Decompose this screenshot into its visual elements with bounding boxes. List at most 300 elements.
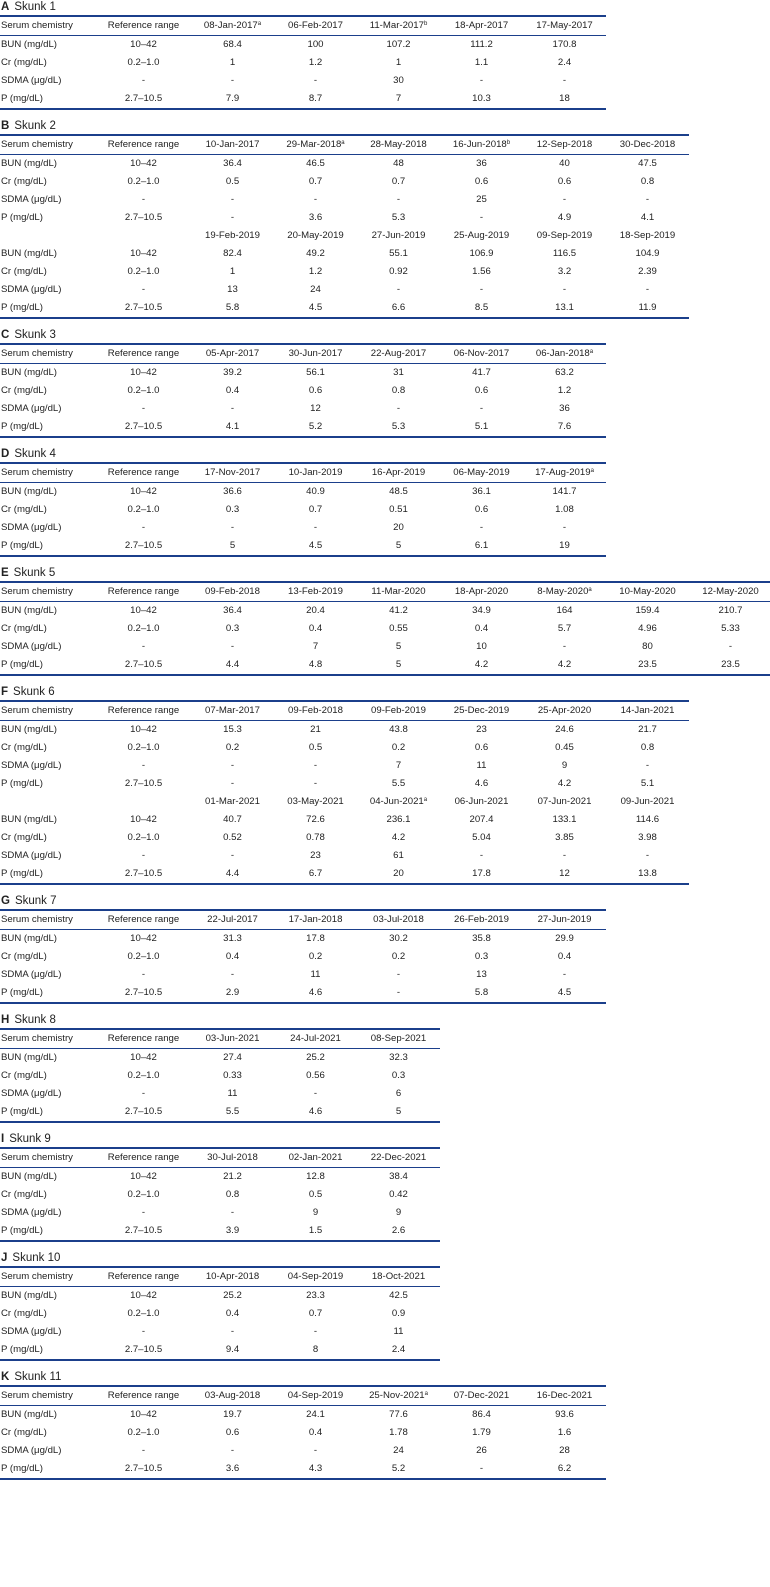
column-header-serum-chemistry: Serum chemistry xyxy=(0,1148,96,1168)
table-row xyxy=(0,54,606,72)
row-label: P (mg/dL) xyxy=(1,1344,43,1355)
table-cell: 1.2 xyxy=(308,57,323,68)
table-cell: 1 xyxy=(395,57,402,68)
reference-range-value: 0.2–1.0 xyxy=(127,504,160,515)
table-cell: 36 xyxy=(476,158,487,169)
table-cell: 1.2 xyxy=(308,266,323,277)
reference-range-value: 10–42 xyxy=(130,158,157,169)
reference-range-value: 0.2–1.0 xyxy=(127,1189,160,1200)
section-c xyxy=(0,328,770,438)
row-label: P (mg/dL) xyxy=(1,302,43,313)
table-cell: 25.2 xyxy=(306,1052,325,1063)
column-header-date: 03-May-2021 xyxy=(287,796,344,807)
table-cell: - xyxy=(479,522,484,533)
table-cell: - xyxy=(230,194,235,205)
table-cell: - xyxy=(230,75,235,86)
table-cell: - xyxy=(396,969,401,980)
table-cell: 31 xyxy=(393,367,404,378)
table-row xyxy=(0,966,606,984)
column-header-date: 27-Jun-2019 xyxy=(371,230,426,241)
table-cell: 5.5 xyxy=(225,1106,240,1117)
row-label: BUN (mg/dL) xyxy=(1,248,57,259)
serum-chemistry-table xyxy=(0,343,606,438)
row-label: Cr (mg/dL) xyxy=(1,623,47,634)
section-name: Skunk 3 xyxy=(14,329,56,341)
table-cell: 11.9 xyxy=(638,302,657,313)
column-header-date: 25-Aug-2019 xyxy=(453,230,510,241)
table-cell: 34.9 xyxy=(472,605,491,616)
row-label: Cr (mg/dL) xyxy=(1,832,47,843)
table-cell: 159.4 xyxy=(635,605,660,616)
table-cell: - xyxy=(313,522,318,533)
table-cell: 1.56 xyxy=(472,266,491,277)
table-cell: - xyxy=(645,760,650,771)
table-row xyxy=(0,829,689,847)
table-cell: - xyxy=(230,212,235,223)
section-title xyxy=(0,1370,770,1385)
table-cell: - xyxy=(230,969,235,980)
table-cell: 5.2 xyxy=(308,421,323,432)
table-row xyxy=(0,865,689,884)
column-header-date: 05-Apr-2017 xyxy=(191,344,274,364)
row-label: Cr (mg/dL) xyxy=(1,57,47,68)
row-label: Cr (mg/dL) xyxy=(1,1308,47,1319)
reference-range-value: - xyxy=(141,1326,146,1337)
column-header-date: 02-Jan-2021 xyxy=(274,1148,357,1168)
reference-range-value: 2.7–10.5 xyxy=(124,1106,163,1117)
reference-range-value: 10–42 xyxy=(130,1409,157,1420)
table-cell: 0.3 xyxy=(474,951,489,962)
table-cell: 9 xyxy=(561,760,568,771)
table-row xyxy=(0,382,606,400)
section-f xyxy=(0,685,770,885)
section-name: Skunk 4 xyxy=(14,448,56,460)
table-cell: 0.92 xyxy=(389,266,408,277)
row-label: Cr (mg/dL) xyxy=(1,1427,47,1438)
table-cell: 0.7 xyxy=(308,504,323,515)
table-cell: 55.1 xyxy=(389,248,408,259)
table-cell: 5.04 xyxy=(472,832,491,843)
row-label: BUN (mg/dL) xyxy=(1,39,57,50)
row-label: SDMA (μg/dL) xyxy=(1,403,62,414)
table-cell: 25 xyxy=(476,194,487,205)
table-cell: 0.3 xyxy=(225,623,240,634)
table-cell: 111.2 xyxy=(470,39,493,50)
table-cell: 20 xyxy=(393,868,404,879)
table-cell: - xyxy=(230,522,235,533)
table-row xyxy=(0,173,689,191)
table-row xyxy=(0,1186,440,1204)
table-cell: 104.9 xyxy=(635,248,660,259)
table-cell: 4.9 xyxy=(557,212,572,223)
section-title xyxy=(0,1251,770,1266)
reference-range-value: 2.7–10.5 xyxy=(124,1344,163,1355)
table-cell: 1 xyxy=(229,57,236,68)
table-cell: 6.7 xyxy=(308,868,323,879)
table-cell: 0.52 xyxy=(223,832,242,843)
row-label: SDMA (μg/dL) xyxy=(1,194,62,205)
table-cell: 7.9 xyxy=(225,93,240,104)
reference-range-value: 0.2–1.0 xyxy=(127,176,160,187)
row-label: SDMA (μg/dL) xyxy=(1,1207,62,1218)
column-header-date: 11-Mar-2017$^b$ xyxy=(357,16,440,36)
table-row xyxy=(0,90,606,109)
table-cell: - xyxy=(230,641,235,652)
table-cell: - xyxy=(230,1207,235,1218)
table-cell: 41.2 xyxy=(389,605,408,616)
column-header-serum-chemistry: Serum chemistry xyxy=(0,344,96,364)
column-header-date: 09-Jun-2021 xyxy=(620,796,675,807)
header-row xyxy=(0,344,606,364)
table-cell: 4.8 xyxy=(308,659,323,670)
column-header-date: 03-Jul-2018 xyxy=(357,910,440,930)
table-cell: 3.98 xyxy=(638,832,657,843)
serum-chemistry-table xyxy=(0,700,689,885)
table-cell: - xyxy=(479,850,484,861)
reference-range-value: 0.2–1.0 xyxy=(127,266,160,277)
reference-range-value: 10–42 xyxy=(130,814,157,825)
serum-chemistry-table xyxy=(0,1266,440,1361)
row-label: P (mg/dL) xyxy=(1,1106,43,1117)
column-header-reference-range: Reference range xyxy=(96,463,191,483)
table-cell: - xyxy=(562,641,567,652)
section-name: Skunk 5 xyxy=(13,567,56,579)
table-row xyxy=(0,1424,606,1442)
table-row xyxy=(0,1287,440,1306)
table-cell: - xyxy=(313,1088,318,1099)
table-cell: 68.4 xyxy=(223,39,242,50)
header-row xyxy=(0,463,606,483)
column-header-date: 17-May-2017 xyxy=(523,16,606,36)
table-cell: 0.9 xyxy=(391,1308,406,1319)
section-letter: E xyxy=(1,567,9,579)
table-row xyxy=(0,638,770,656)
column-header-date: 11-Mar-2020 xyxy=(357,582,440,602)
section-title xyxy=(0,447,770,462)
section-letter: A xyxy=(1,1,10,13)
table-cell: 5.1 xyxy=(640,778,655,789)
table-cell: - xyxy=(645,850,650,861)
table-cell: 2.39 xyxy=(638,266,657,277)
row-label: SDMA (μg/dL) xyxy=(1,522,62,533)
table-cell: 3.2 xyxy=(557,266,572,277)
table-row xyxy=(0,620,770,638)
table-cell: 0.8 xyxy=(391,385,406,396)
table-cell: 23 xyxy=(310,850,321,861)
section-title xyxy=(0,1013,770,1028)
table-cell: 5.3 xyxy=(391,212,406,223)
column-header-date: 25-Nov-2021$^a$ xyxy=(357,1386,440,1406)
reference-range-value: 2.7–10.5 xyxy=(124,540,163,551)
table-cell: 0.6 xyxy=(557,176,572,187)
table-cell: 1.2 xyxy=(557,385,572,396)
reference-range-value: - xyxy=(141,1088,146,1099)
row-label: BUN (mg/dL) xyxy=(1,605,57,616)
table-cell: 10.3 xyxy=(472,93,491,104)
column-header-date: 17-Aug-2019$^a$ xyxy=(523,463,606,483)
table-cell: 27.4 xyxy=(223,1052,242,1063)
table-cell: 1.5 xyxy=(308,1225,323,1236)
column-header-reference-range: Reference range xyxy=(96,1267,191,1287)
table-cell: 17.8 xyxy=(472,868,491,879)
table-cell: 4.1 xyxy=(225,421,240,432)
table-cell: 13.1 xyxy=(555,302,574,313)
row-label: BUN (mg/dL) xyxy=(1,1052,57,1063)
column-header-date: 10-May-2020 xyxy=(606,582,689,602)
header-row xyxy=(0,910,606,930)
table-cell: 4.6 xyxy=(474,778,489,789)
header-row xyxy=(0,1386,606,1406)
table-cell: 6.6 xyxy=(391,302,406,313)
column-header-date: 19-Feb-2019 xyxy=(205,230,260,241)
table-cell: 0.4 xyxy=(308,623,323,634)
table-cell: 4.4 xyxy=(225,659,240,670)
table-row xyxy=(0,155,689,174)
column-header-reference-range: Reference range xyxy=(96,701,191,721)
reference-range-value: 0.2–1.0 xyxy=(127,951,160,962)
table-cell: 61 xyxy=(393,850,404,861)
table-cell: 11 xyxy=(310,969,321,980)
column-header-date: 16-Dec-2021 xyxy=(523,1386,606,1406)
column-header-serum-chemistry xyxy=(0,793,96,811)
table-row xyxy=(0,930,606,949)
section-name: Skunk 6 xyxy=(13,686,55,698)
column-header-date: 27-Jun-2019 xyxy=(523,910,606,930)
table-cell: 13.8 xyxy=(638,868,657,879)
reference-range-value: 2.7–10.5 xyxy=(124,302,163,313)
column-header-date: 16-Apr-2019 xyxy=(357,463,440,483)
table-cell: 0.6 xyxy=(225,1427,240,1438)
table-cell: 5 xyxy=(395,641,402,652)
row-label: P (mg/dL) xyxy=(1,987,43,998)
section-e xyxy=(0,566,770,676)
section-name: Skunk 2 xyxy=(14,120,56,132)
section-j xyxy=(0,1251,770,1361)
table-cell: 40.7 xyxy=(223,814,242,825)
column-header-date: 14-Jan-2021 xyxy=(606,701,689,721)
column-header-date: 06-Jan-2018$^a$ xyxy=(523,344,606,364)
row-label: BUN (mg/dL) xyxy=(1,933,57,944)
row-label: Cr (mg/dL) xyxy=(1,385,47,396)
section-letter: H xyxy=(1,1014,10,1026)
table-cell: 30 xyxy=(393,75,404,86)
table-row xyxy=(0,1049,440,1068)
table-cell: 0.6 xyxy=(474,742,489,753)
reference-range-value: 10–42 xyxy=(130,486,157,497)
reference-range-value: 0.2–1.0 xyxy=(127,1427,160,1438)
reference-range-value: 2.7–10.5 xyxy=(124,659,163,670)
table-cell: 21 xyxy=(310,724,321,735)
row-label: BUN (mg/dL) xyxy=(1,814,57,825)
table-cell: - xyxy=(396,194,401,205)
section-letter: K xyxy=(1,1371,10,1383)
row-label: SDMA (μg/dL) xyxy=(1,75,62,86)
table-cell: 42.5 xyxy=(389,1290,408,1301)
table-row xyxy=(0,775,689,793)
table-cell: 93.6 xyxy=(555,1409,574,1420)
column-header-serum-chemistry: Serum chemistry xyxy=(0,701,96,721)
table-row xyxy=(0,209,689,227)
row-label: Cr (mg/dL) xyxy=(1,1070,47,1081)
header-row xyxy=(0,227,689,245)
table-cell: 1.08 xyxy=(555,504,574,515)
table-cell: 20.4 xyxy=(306,605,325,616)
table-cell: 31.3 xyxy=(223,933,242,944)
table-row xyxy=(0,72,606,90)
table-row xyxy=(0,36,606,55)
footnote-marker: a xyxy=(341,140,345,146)
column-header-serum-chemistry: Serum chemistry xyxy=(0,1267,96,1287)
serum-chemistry-table xyxy=(0,1147,440,1242)
section-k xyxy=(0,1370,770,1480)
table-row xyxy=(0,364,606,383)
column-header-date: 22-Aug-2017 xyxy=(357,344,440,364)
table-row xyxy=(0,263,689,281)
column-header-date: 29-Mar-2018$^a$ xyxy=(274,135,357,155)
table-row xyxy=(0,1204,440,1222)
reference-range-value: 2.7–10.5 xyxy=(124,1463,163,1474)
reference-range-value: - xyxy=(141,194,146,205)
table-cell: 15.3 xyxy=(223,724,242,735)
row-label: SDMA (μg/dL) xyxy=(1,850,62,861)
table-cell: 4.2 xyxy=(474,659,489,670)
table-cell: 19.7 xyxy=(223,1409,242,1420)
table-cell: 36.4 xyxy=(223,605,242,616)
table-cell: 0.8 xyxy=(640,176,655,187)
section-letter: I xyxy=(1,1133,5,1145)
table-cell: 28 xyxy=(559,1445,570,1456)
section-letter: D xyxy=(1,448,10,460)
reference-range-value: - xyxy=(141,75,146,86)
table-cell: 0.4 xyxy=(474,623,489,634)
footnote-marker: a xyxy=(423,797,428,803)
table-cell: 3.85 xyxy=(555,832,574,843)
table-cell: 5 xyxy=(395,540,402,551)
footnote-marker: a xyxy=(424,1391,428,1397)
table-cell: 26 xyxy=(476,1445,487,1456)
table-cell: 5.7 xyxy=(557,623,572,634)
table-row xyxy=(0,1305,440,1323)
table-row xyxy=(0,1222,440,1241)
column-header-date: 26-Feb-2019 xyxy=(440,910,523,930)
table-cell: 40 xyxy=(559,158,570,169)
reference-range-value: 10–42 xyxy=(130,605,157,616)
serum-chemistry-table xyxy=(0,134,689,319)
header-row xyxy=(0,1148,440,1168)
table-cell: 0.45 xyxy=(555,742,574,753)
table-cell: 4.6 xyxy=(308,1106,323,1117)
table-cell: 2.6 xyxy=(391,1225,406,1236)
column-header-date: 07-Dec-2021 xyxy=(440,1386,523,1406)
section-letter: B xyxy=(1,120,10,132)
reference-range-value: 2.7–10.5 xyxy=(124,93,163,104)
column-header-date: 16-Jun-2018$^b$ xyxy=(440,135,523,155)
table-cell: - xyxy=(728,641,733,652)
reference-range-value: 2.7–10.5 xyxy=(124,987,163,998)
table-cell: 39.2 xyxy=(223,367,242,378)
table-cell: - xyxy=(479,284,484,295)
column-header-reference-range: Reference range xyxy=(96,135,191,155)
table-row xyxy=(0,656,770,675)
table-cell: 12 xyxy=(310,403,321,414)
table-cell: - xyxy=(230,850,235,861)
column-header-reference-range: Reference range xyxy=(96,1386,191,1406)
table-cell: 77.6 xyxy=(389,1409,408,1420)
row-label: SDMA (μg/dL) xyxy=(1,1445,62,1456)
table-cell: 3.9 xyxy=(225,1225,240,1236)
table-cell: 0.4 xyxy=(557,951,572,962)
table-cell: 11 xyxy=(476,760,487,771)
column-header-date: 10-Jan-2017 xyxy=(191,135,274,155)
column-header-serum-chemistry: Serum chemistry xyxy=(0,1029,96,1049)
table-cell: - xyxy=(562,75,567,86)
row-label: P (mg/dL) xyxy=(1,93,43,104)
row-label: Cr (mg/dL) xyxy=(1,951,47,962)
reference-range-value: 10–42 xyxy=(130,248,157,259)
table-cell: 12.8 xyxy=(306,1171,325,1182)
table-cell: 6.1 xyxy=(474,540,489,551)
table-cell: 13 xyxy=(227,284,238,295)
table-cell: 0.6 xyxy=(474,176,489,187)
table-cell: 0.33 xyxy=(223,1070,242,1081)
footnote-marker: a xyxy=(257,21,262,27)
table-cell: 4.2 xyxy=(557,659,572,670)
footnote-marker: a xyxy=(590,468,594,474)
row-label: SDMA (μg/dL) xyxy=(1,969,62,980)
section-title xyxy=(0,685,770,700)
table-row xyxy=(0,1406,606,1425)
column-header-date: 03-Aug-2018 xyxy=(191,1386,274,1406)
table-cell: 0.7 xyxy=(308,1308,323,1319)
section-g xyxy=(0,894,770,1004)
reference-range-value: 0.2–1.0 xyxy=(127,1308,160,1319)
table-row xyxy=(0,847,689,865)
column-header-date: 18-Apr-2017 xyxy=(440,16,523,36)
table-cell: 0.7 xyxy=(308,176,323,187)
table-cell: - xyxy=(645,194,650,205)
reference-range-value: 10–42 xyxy=(130,1290,157,1301)
row-label: BUN (mg/dL) xyxy=(1,486,57,497)
table-cell: 8.5 xyxy=(474,302,489,313)
table-row xyxy=(0,245,689,263)
table-cell: 20 xyxy=(393,522,404,533)
reference-range-value: - xyxy=(141,969,146,980)
column-header-date: 10-Jan-2019 xyxy=(274,463,357,483)
table-cell: 0.78 xyxy=(306,832,325,843)
reference-range-value: 2.7–10.5 xyxy=(124,421,163,432)
column-header-date: 06-Jun-2021 xyxy=(454,796,509,807)
table-cell: - xyxy=(562,850,567,861)
table-cell: 23.5 xyxy=(721,659,740,670)
row-label: Cr (mg/dL) xyxy=(1,504,47,515)
column-header-date: 30-Jul-2018 xyxy=(191,1148,274,1168)
table-row xyxy=(0,400,606,418)
table-cell: 21.7 xyxy=(638,724,657,735)
reference-range-value: 10–42 xyxy=(130,933,157,944)
table-row xyxy=(0,1460,606,1479)
section-title xyxy=(0,1132,770,1147)
column-header-date: 25-Apr-2020 xyxy=(523,701,606,721)
table-cell: 114.6 xyxy=(635,814,660,825)
table-cell: 4.96 xyxy=(638,623,657,634)
section-letter: F xyxy=(1,686,9,698)
table-cell: 40.9 xyxy=(306,486,325,497)
table-cell: 63.2 xyxy=(555,367,574,378)
table-cell: 4.2 xyxy=(557,778,572,789)
table-cell: 0.4 xyxy=(225,385,240,396)
table-cell: 5.33 xyxy=(721,623,740,634)
reference-range-value: 0.2–1.0 xyxy=(127,385,160,396)
